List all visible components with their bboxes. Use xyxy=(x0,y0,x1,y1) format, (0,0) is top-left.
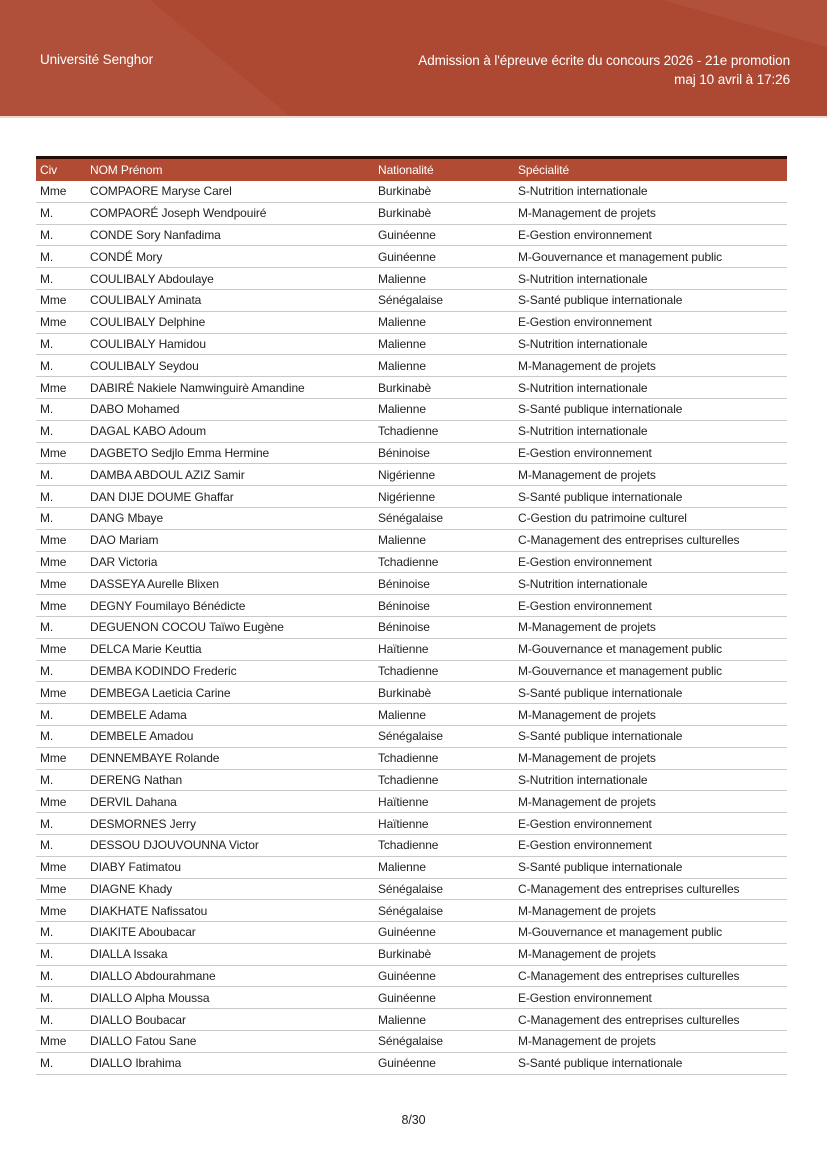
cell-specialty: S-Nutrition internationale xyxy=(518,380,648,395)
cell-nationality: Tchadienne xyxy=(378,838,439,853)
cell-nationality: Tchadienne xyxy=(378,772,439,787)
table-row xyxy=(36,530,787,552)
cell-specialty: S-Nutrition internationale xyxy=(518,184,648,199)
cell-name: DEGNY Foumilayo Bénédicte xyxy=(90,598,246,613)
table-row xyxy=(36,835,787,857)
table-row xyxy=(36,573,787,595)
cell-name: DASSEYA Aurelle Blixen xyxy=(90,576,219,591)
admissions-table xyxy=(36,156,787,1075)
table-row xyxy=(36,617,787,639)
table-row xyxy=(36,1053,787,1075)
cell-nationality: Malienne xyxy=(378,707,426,722)
cell-civ: Mme xyxy=(40,751,67,766)
cell-nationality: Sénégalaise xyxy=(378,511,443,526)
cell-nationality: Malienne xyxy=(378,1012,426,1027)
column-header-nationality: Nationalité xyxy=(378,163,434,177)
table-row xyxy=(36,464,787,486)
cell-civ: M. xyxy=(40,729,54,744)
table-row xyxy=(36,312,787,334)
cell-specialty: M-Gouvernance et management public xyxy=(518,249,723,264)
cell-civ: M. xyxy=(40,1012,54,1027)
cell-name: DEGUENON COCOU Taïwo Eugène xyxy=(90,620,284,635)
cell-nationality: Malienne xyxy=(378,860,426,875)
cell-civ: Mme xyxy=(40,293,67,308)
cell-civ: M. xyxy=(40,227,54,242)
cell-nationality: Nigérienne xyxy=(378,489,436,504)
cell-civ: M. xyxy=(40,467,54,482)
cell-specialty: E-Gestion environnement xyxy=(518,990,652,1005)
table-row xyxy=(36,334,787,356)
cell-nationality: Guinéenne xyxy=(378,227,436,242)
cell-nationality: Haïtienne xyxy=(378,816,429,831)
cell-specialty: S-Nutrition internationale xyxy=(518,336,648,351)
update-timestamp: maj 10 avril à 17:26 xyxy=(674,72,790,87)
cell-nationality: Malienne xyxy=(378,358,426,373)
table-row xyxy=(36,225,787,247)
cell-name: DIAGNE Khady xyxy=(90,881,173,896)
table-row xyxy=(36,900,787,922)
cell-name: DEMBELE Amadou xyxy=(90,729,194,744)
cell-civ: M. xyxy=(40,969,54,984)
cell-specialty: S-Nutrition internationale xyxy=(518,271,648,286)
cell-civ: M. xyxy=(40,206,54,221)
cell-nationality: Burkinabè xyxy=(378,947,432,962)
table-row xyxy=(36,355,787,377)
table-row xyxy=(36,399,787,421)
table-row xyxy=(36,421,787,443)
cell-civ: M. xyxy=(40,620,54,635)
cell-name: DABO Mohamed xyxy=(90,402,180,417)
cell-name: DIALLO Alpha Moussa xyxy=(90,990,210,1005)
cell-name: DANG Mbaye xyxy=(90,511,164,526)
table-header-row xyxy=(36,156,787,181)
table-row xyxy=(36,1009,787,1031)
cell-civ: M. xyxy=(40,489,54,504)
table-row xyxy=(36,1031,787,1053)
cell-civ: M. xyxy=(40,663,54,678)
cell-specialty: S-Santé publique internationale xyxy=(518,1056,683,1071)
cell-name: DIAKHATE Nafissatou xyxy=(90,903,208,918)
cell-specialty: M-Gouvernance et management public xyxy=(518,642,723,657)
cell-nationality: Guinéenne xyxy=(378,990,436,1005)
cell-nationality: Guinéenne xyxy=(378,925,436,940)
cell-nationality: Tchadienne xyxy=(378,424,439,439)
cell-specialty: S-Santé publique internationale xyxy=(518,489,683,504)
table-row xyxy=(36,682,787,704)
cell-name: DIAKITE Aboubacar xyxy=(90,925,196,940)
cell-nationality: Nigérienne xyxy=(378,467,436,482)
cell-civ: M. xyxy=(40,1056,54,1071)
cell-name: DAO Mariam xyxy=(90,533,159,548)
cell-specialty: C-Gestion du patrimoine culturel xyxy=(518,511,687,526)
cell-name: DIALLO Abdourahmane xyxy=(90,969,216,984)
table-row xyxy=(36,203,787,225)
cell-civ: Mme xyxy=(40,794,67,809)
cell-name: DAN DIJE DOUME Ghaffar xyxy=(90,489,234,504)
cell-nationality: Tchadienne xyxy=(378,751,439,766)
table-row xyxy=(36,704,787,726)
cell-specialty: M-Management de projets xyxy=(518,620,656,635)
cell-civ: M. xyxy=(40,402,54,417)
table-body xyxy=(36,181,787,1075)
table-row xyxy=(36,661,787,683)
cell-name: DIALLO Ibrahima xyxy=(90,1056,182,1071)
cell-nationality: Sénégalaise xyxy=(378,729,443,744)
table-row xyxy=(36,922,787,944)
cell-specialty: C-Management des entreprises culturelles xyxy=(518,1012,740,1027)
cell-specialty: E-Gestion environnement xyxy=(518,816,652,831)
cell-specialty: C-Management des entreprises culturelles xyxy=(518,881,740,896)
cell-specialty: E-Gestion environnement xyxy=(518,554,652,569)
table-row xyxy=(36,966,787,988)
cell-name: DESSOU DJOUVOUNNA Victor xyxy=(90,838,259,853)
cell-specialty: E-Gestion environnement xyxy=(518,445,652,460)
cell-civ: M. xyxy=(40,271,54,286)
cell-nationality: Burkinabè xyxy=(378,184,432,199)
cell-nationality: Malienne xyxy=(378,336,426,351)
cell-nationality: Guinéenne xyxy=(378,249,436,264)
cell-name: CONDÉ Mory xyxy=(90,249,163,264)
table-row xyxy=(36,748,787,770)
cell-nationality: Béninoise xyxy=(378,620,430,635)
cell-specialty: S-Nutrition internationale xyxy=(518,576,648,591)
cell-civ: M. xyxy=(40,336,54,351)
table-row xyxy=(36,726,787,748)
table-row xyxy=(36,944,787,966)
cell-nationality: Burkinabè xyxy=(378,206,432,221)
cell-name: DAGAL KABO Adoum xyxy=(90,424,207,439)
cell-name: DERENG Nathan xyxy=(90,772,183,787)
cell-name: COULIBALY Seydou xyxy=(90,358,199,373)
cell-specialty: S-Santé publique internationale xyxy=(518,860,683,875)
cell-civ: Mme xyxy=(40,598,67,613)
cell-civ: M. xyxy=(40,707,54,722)
cell-specialty: C-Management des entreprises culturelles xyxy=(518,969,740,984)
cell-civ: Mme xyxy=(40,533,67,548)
cell-specialty: S-Santé publique internationale xyxy=(518,685,683,700)
cell-name: DELCA Marie Keuttia xyxy=(90,642,202,657)
cell-nationality: Burkinabè xyxy=(378,380,432,395)
cell-specialty: S-Nutrition internationale xyxy=(518,772,648,787)
cell-name: DIALLO Fatou Sane xyxy=(90,1034,197,1049)
cell-specialty: M-Management de projets xyxy=(518,1034,656,1049)
cell-nationality: Burkinabè xyxy=(378,685,432,700)
cell-nationality: Malienne xyxy=(378,315,426,330)
cell-nationality: Béninoise xyxy=(378,445,430,460)
cell-nationality: Béninoise xyxy=(378,576,430,591)
cell-civ: Mme xyxy=(40,685,67,700)
cell-name: COMPAORE Maryse Carel xyxy=(90,184,232,199)
cell-civ: M. xyxy=(40,990,54,1005)
table-row xyxy=(36,987,787,1009)
table-row xyxy=(36,246,787,268)
cell-name: DEMBELE Adama xyxy=(90,707,187,722)
cell-specialty: M-Management de projets xyxy=(518,467,656,482)
table-row xyxy=(36,791,787,813)
cell-civ: Mme xyxy=(40,315,67,330)
cell-civ: M. xyxy=(40,947,54,962)
cell-specialty: M-Gouvernance et management public xyxy=(518,925,723,940)
cell-specialty: E-Gestion environnement xyxy=(518,598,652,613)
cell-civ: M. xyxy=(40,249,54,264)
table-row xyxy=(36,857,787,879)
cell-nationality: Malienne xyxy=(378,533,426,548)
table-row xyxy=(36,290,787,312)
cell-specialty: S-Santé publique internationale xyxy=(518,402,683,417)
cell-name: COULIBALY Aminata xyxy=(90,293,202,308)
cell-civ: Mme xyxy=(40,184,67,199)
cell-civ: Mme xyxy=(40,554,67,569)
cell-specialty: E-Gestion environnement xyxy=(518,227,652,242)
cell-name: DAR Victoria xyxy=(90,554,158,569)
cell-civ: Mme xyxy=(40,881,67,896)
cell-nationality: Haïtienne xyxy=(378,642,429,657)
table-row xyxy=(36,595,787,617)
table-row xyxy=(36,879,787,901)
cell-specialty: E-Gestion environnement xyxy=(518,315,652,330)
cell-specialty: S-Santé publique internationale xyxy=(518,293,683,308)
column-header-civ: Civ xyxy=(40,163,58,177)
cell-name: DENNEMBAYE Rolande xyxy=(90,751,220,766)
column-header-specialty: Spécialité xyxy=(518,163,570,177)
cell-civ: M. xyxy=(40,511,54,526)
cell-name: DERVIL Dahana xyxy=(90,794,177,809)
cell-civ: Mme xyxy=(40,860,67,875)
cell-name: DAMBA ABDOUL AZIZ Samir xyxy=(90,467,245,482)
cell-specialty: M-Management de projets xyxy=(518,794,656,809)
cell-name: CONDE Sory Nanfadima xyxy=(90,227,221,242)
cell-name: DAGBETO Sedjlo Emma Hermine xyxy=(90,445,270,460)
cell-name: COULIBALY Delphine xyxy=(90,315,206,330)
table-row xyxy=(36,377,787,399)
page-indicator: 8/30 xyxy=(401,1113,426,1127)
cell-nationality: Béninoise xyxy=(378,598,430,613)
cell-nationality: Sénégalaise xyxy=(378,881,443,896)
table-row xyxy=(36,508,787,530)
table-row xyxy=(36,181,787,203)
cell-specialty: M-Management de projets xyxy=(518,751,656,766)
cell-nationality: Guinéenne xyxy=(378,1056,436,1071)
cell-specialty: M-Management de projets xyxy=(518,947,656,962)
cell-specialty: C-Management des entreprises culturelles xyxy=(518,533,740,548)
cell-name: DIALLO Boubacar xyxy=(90,1012,186,1027)
table-row xyxy=(36,770,787,792)
cell-civ: M. xyxy=(40,838,54,853)
cell-name: COULIBALY Abdoulaye xyxy=(90,271,214,286)
cell-nationality: Malienne xyxy=(378,402,426,417)
cell-name: COULIBALY Hamidou xyxy=(90,336,206,351)
organization-name: Université Senghor xyxy=(40,52,154,67)
table-row xyxy=(36,552,787,574)
cell-specialty: M-Management de projets xyxy=(518,358,656,373)
cell-nationality: Guinéenne xyxy=(378,969,436,984)
cell-nationality: Malienne xyxy=(378,271,426,286)
cell-specialty: S-Nutrition internationale xyxy=(518,424,648,439)
cell-civ: M. xyxy=(40,358,54,373)
cell-nationality: Tchadienne xyxy=(378,554,439,569)
cell-name: DABIRÉ Nakiele Namwinguirè Amandine xyxy=(90,380,305,395)
table-row xyxy=(36,443,787,465)
cell-civ: M. xyxy=(40,424,54,439)
table-row xyxy=(36,639,787,661)
cell-civ: Mme xyxy=(40,642,67,657)
cell-specialty: M-Gouvernance et management public xyxy=(518,663,723,678)
table-row xyxy=(36,268,787,290)
cell-civ: M. xyxy=(40,772,54,787)
cell-specialty: E-Gestion environnement xyxy=(518,838,652,853)
cell-civ: Mme xyxy=(40,380,67,395)
document-title: Admission à l'épreuve écrite du concours 2026 - 21e promotion xyxy=(418,53,790,68)
page-banner xyxy=(0,0,827,118)
cell-specialty: M-Management de projets xyxy=(518,206,656,221)
cell-name: DEMBEGA Laeticia Carine xyxy=(90,685,231,700)
table-row xyxy=(36,486,787,508)
cell-civ: M. xyxy=(40,816,54,831)
cell-nationality: Sénégalaise xyxy=(378,903,443,918)
cell-name: DIALLA Issaka xyxy=(90,947,168,962)
cell-civ: Mme xyxy=(40,576,67,591)
column-header-name: NOM Prénom xyxy=(90,163,163,177)
cell-civ: M. xyxy=(40,925,54,940)
cell-civ: Mme xyxy=(40,445,67,460)
cell-name: COMPAORÉ Joseph Wendpouiré xyxy=(90,206,267,221)
cell-civ: Mme xyxy=(40,903,67,918)
cell-nationality: Haïtienne xyxy=(378,794,429,809)
cell-name: DIABY Fatimatou xyxy=(90,860,181,875)
cell-specialty: M-Management de projets xyxy=(518,707,656,722)
cell-specialty: M-Management de projets xyxy=(518,903,656,918)
cell-nationality: Sénégalaise xyxy=(378,293,443,308)
cell-name: DESMORNES Jerry xyxy=(90,816,196,831)
cell-name: DEMBA KODINDO Frederic xyxy=(90,663,237,678)
cell-civ: Mme xyxy=(40,1034,67,1049)
cell-nationality: Tchadienne xyxy=(378,663,439,678)
cell-specialty: S-Santé publique internationale xyxy=(518,729,683,744)
table-row xyxy=(36,813,787,835)
cell-nationality: Sénégalaise xyxy=(378,1034,443,1049)
